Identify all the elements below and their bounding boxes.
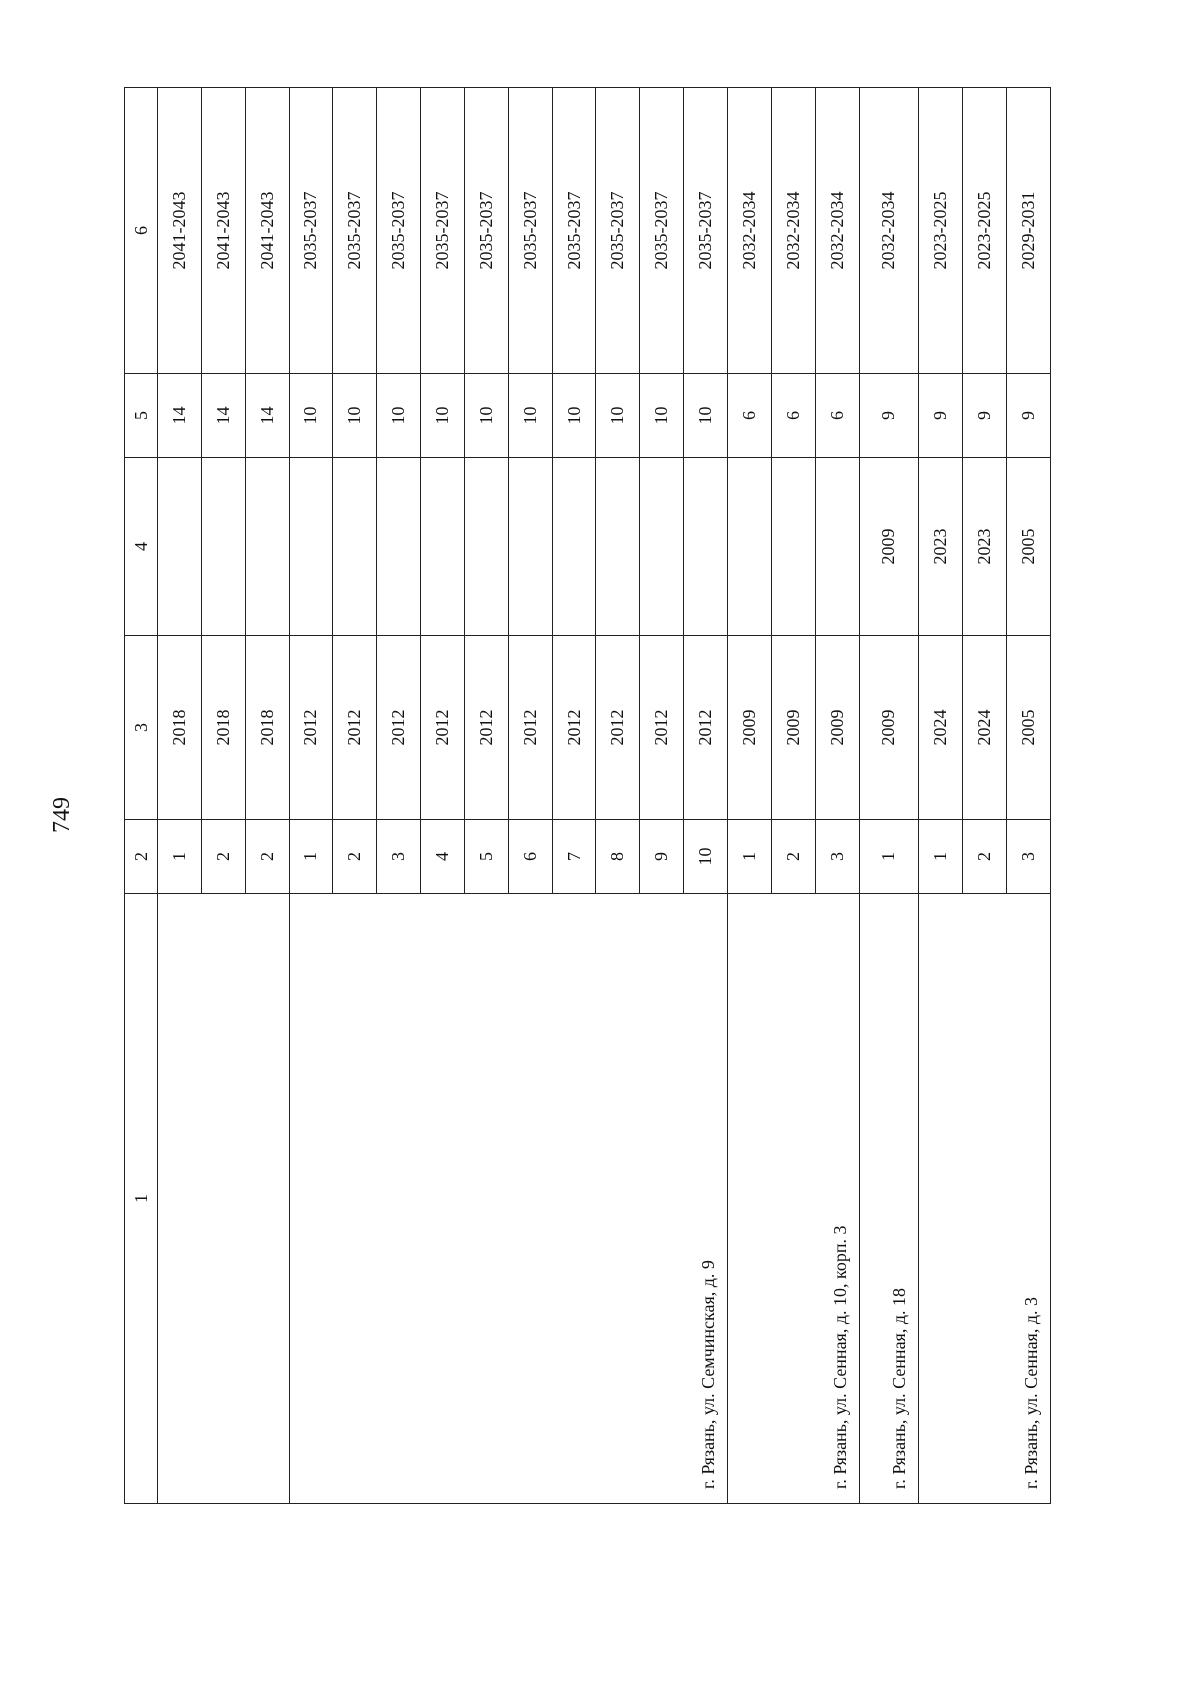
cell-c6: 2029-2031 [1006,88,1050,374]
column-header: 1 [125,894,158,1504]
cell-c3: 2012 [596,636,640,820]
header-row [125,88,158,1504]
address-cell: г. Рязань, ул. Сенная, д. 18 [859,894,919,1504]
cell-c2: 10 [684,820,728,894]
cell-c3: 2005 [1006,636,1050,820]
cell-c6: 2032-2034 [727,88,771,374]
cell-c4 [508,458,552,636]
cell-c4: 2009 [859,458,919,636]
cell-c2: 2 [333,820,377,894]
cell-c4 [377,458,421,636]
cell-c2: 5 [464,820,508,894]
cell-c3: 2012 [640,636,684,820]
table-row [289,88,333,1504]
table-row [859,88,919,1504]
cell-c2: 1 [158,820,202,894]
cell-c6: 2035-2037 [684,88,728,374]
cell-c6: 2041-2043 [201,88,245,374]
cell-c5: 10 [640,374,684,458]
cell-c4 [727,458,771,636]
table-row [158,88,202,1504]
cell-c3: 2012 [421,636,465,820]
cell-c2: 7 [552,820,596,894]
cell-c3: 2012 [377,636,421,820]
cell-c6: 2032-2034 [859,88,919,374]
cell-c2: 1 [289,820,333,894]
cell-c3: 2024 [963,636,1007,820]
column-header: 5 [125,374,158,458]
cell-c3: 2009 [815,636,859,820]
cell-c6: 2035-2037 [552,88,596,374]
cell-c2: 2 [963,820,1007,894]
address-cell: г. Рязань, ул. Сенная, д. 3 [919,894,1051,1504]
table-row [919,88,963,1504]
cell-c6: 2035-2037 [377,88,421,374]
cell-c6: 2035-2037 [421,88,465,374]
cell-c5: 10 [552,374,596,458]
cell-c2: 3 [815,820,859,894]
cell-c6: 2023-2025 [919,88,963,374]
cell-c6: 2035-2037 [640,88,684,374]
cell-c2: 1 [859,820,919,894]
cell-c3: 2012 [333,636,377,820]
cell-c5: 9 [1006,374,1050,458]
table-frame [124,88,1051,1504]
cell-c5: 10 [464,374,508,458]
cell-c5: 10 [289,374,333,458]
cell-c3: 2024 [919,636,963,820]
cell-c4 [245,458,289,636]
cell-c6: 2041-2043 [245,88,289,374]
cell-c5: 14 [158,374,202,458]
cell-c4 [333,458,377,636]
cell-c4 [771,458,815,636]
cell-c5: 9 [859,374,919,458]
cell-c3: 2018 [201,636,245,820]
cell-c2: 2 [201,820,245,894]
cell-c3: 2018 [245,636,289,820]
register-table [124,87,1051,1504]
cell-c6: 2035-2037 [333,88,377,374]
cell-c3: 2009 [771,636,815,820]
cell-c4 [596,458,640,636]
cell-c4 [158,458,202,636]
cell-c4 [201,458,245,636]
cell-c5: 9 [919,374,963,458]
cell-c5: 9 [963,374,1007,458]
cell-c4 [815,458,859,636]
cell-c4: 2023 [919,458,963,636]
cell-c4 [640,458,684,636]
cell-c6: 2035-2037 [464,88,508,374]
cell-c2: 3 [1006,820,1050,894]
cell-c4 [421,458,465,636]
cell-c2: 8 [596,820,640,894]
column-header: 3 [125,636,158,820]
cell-c6: 2041-2043 [158,88,202,374]
column-header: 4 [125,458,158,636]
cell-c3: 2012 [552,636,596,820]
cell-c5: 10 [596,374,640,458]
cell-c3: 2012 [508,636,552,820]
cell-c6: 2035-2037 [596,88,640,374]
cell-c5: 14 [245,374,289,458]
cell-c3: 2009 [727,636,771,820]
cell-c3: 2012 [464,636,508,820]
cell-c6: 2035-2037 [289,88,333,374]
cell-c6: 2023-2025 [963,88,1007,374]
cell-c5: 14 [201,374,245,458]
cell-c6: 2032-2034 [815,88,859,374]
cell-c2: 3 [377,820,421,894]
cell-c4 [684,458,728,636]
cell-c2: 9 [640,820,684,894]
address-cell: г. Рязань, ул. Семчинская, д. 9 [289,894,727,1504]
cell-c2: 4 [421,820,465,894]
cell-c4 [464,458,508,636]
cell-c5: 10 [377,374,421,458]
cell-c5: 6 [771,374,815,458]
cell-c2: 1 [919,820,963,894]
cell-c2: 1 [727,820,771,894]
column-header: 2 [125,820,158,894]
cell-c4: 2023 [963,458,1007,636]
cell-c3: 2012 [289,636,333,820]
cell-c5: 10 [333,374,377,458]
address-cell: г. Рязань, ул. Сенная, д. 10, корп. 3 [727,894,859,1504]
cell-c6: 2035-2037 [508,88,552,374]
cell-c5: 6 [727,374,771,458]
cell-c3: 2012 [684,636,728,820]
cell-c5: 10 [684,374,728,458]
column-header: 6 [125,88,158,374]
cell-c5: 6 [815,374,859,458]
cell-c5: 10 [508,374,552,458]
table-row [727,88,771,1504]
cell-c6: 2032-2034 [771,88,815,374]
cell-c5: 10 [421,374,465,458]
cell-c3: 2018 [158,636,202,820]
cell-c2: 6 [508,820,552,894]
cell-c2: 2 [771,820,815,894]
cell-c3: 2009 [859,636,919,820]
cell-c4 [289,458,333,636]
cell-c2: 2 [245,820,289,894]
address-cell [158,894,290,1504]
table-body [158,88,1051,1504]
cell-c4 [552,458,596,636]
cell-c4: 2005 [1006,458,1050,636]
page-number: 749 [48,797,75,833]
